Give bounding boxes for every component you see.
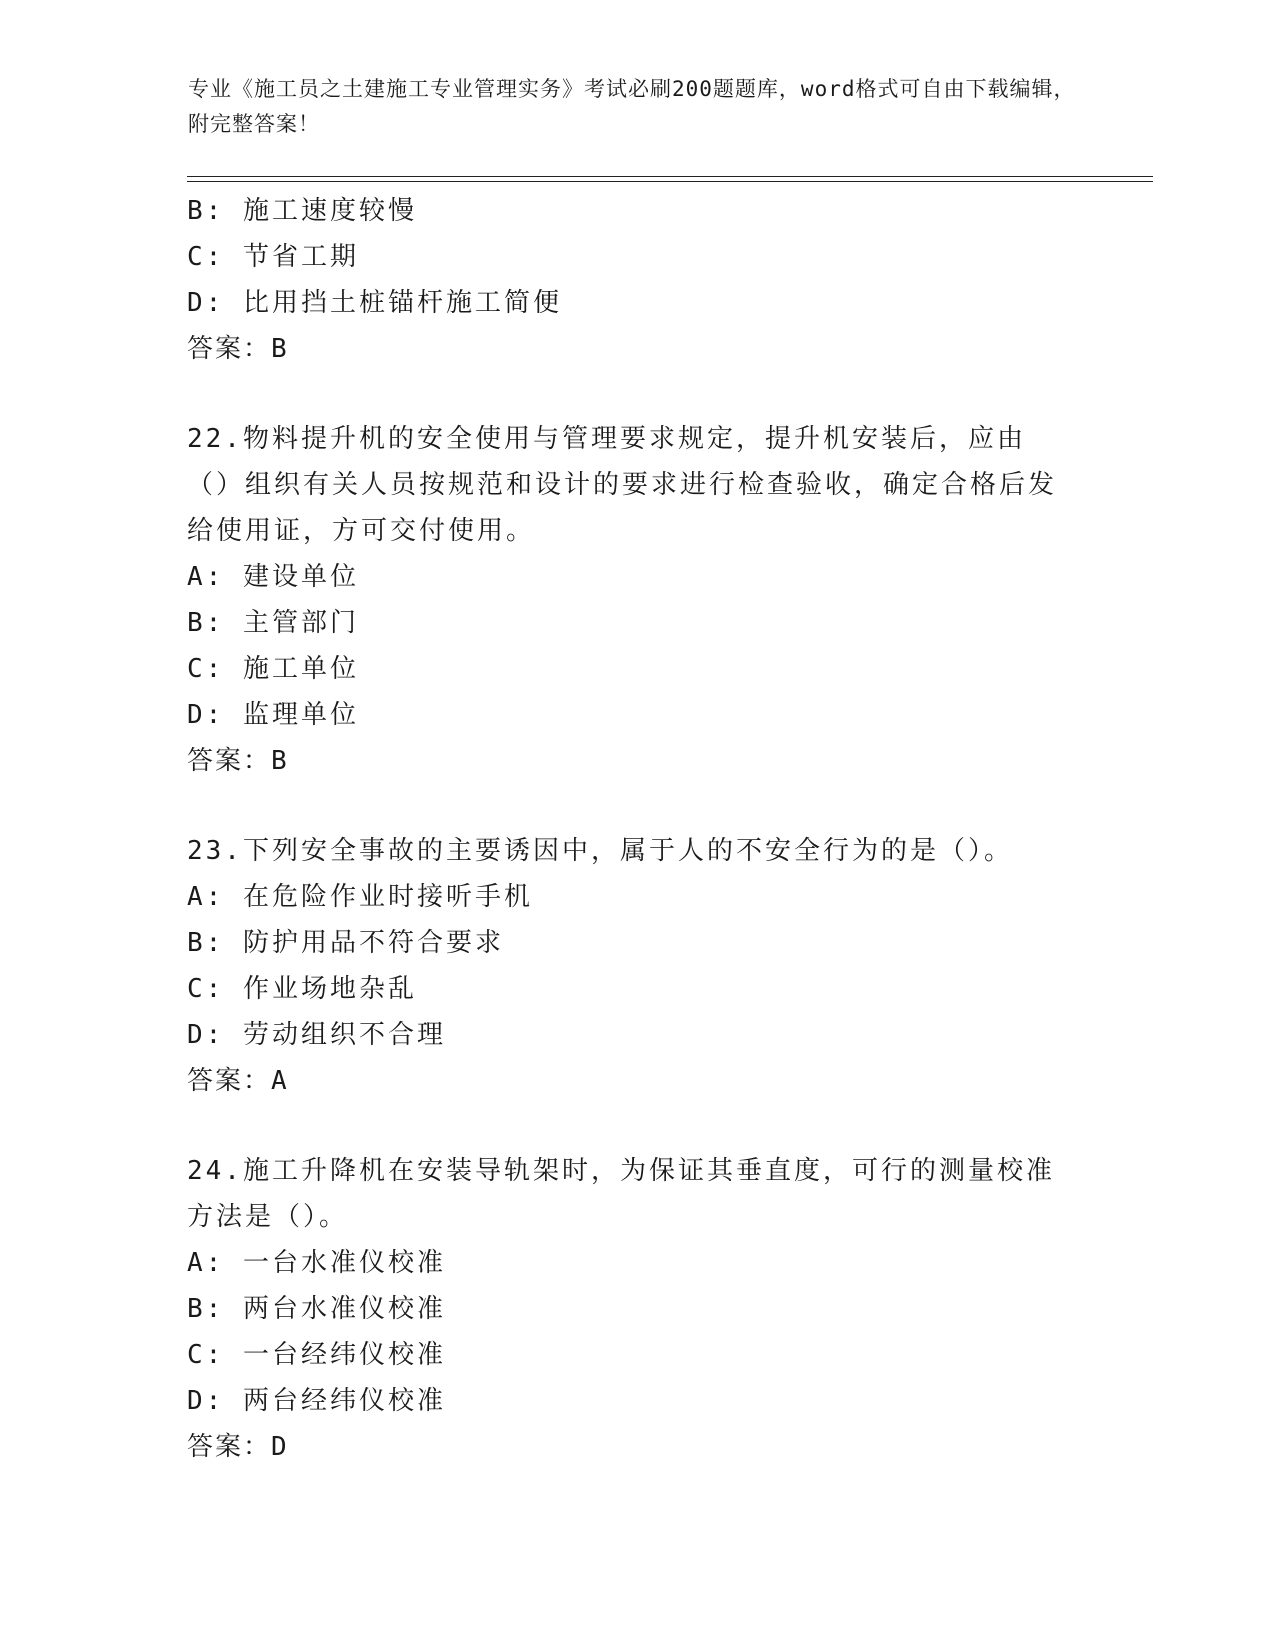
option-a: A: 建设单位 [187,562,359,592]
question-text: 22.物料提升机的安全使用与管理要求规定，提升机安装后，应由（）组织有关人员按规范和设计的要求进行检查验收，确定合格后发给使用证，方可交付使用。 [187,424,1058,546]
answer-value: D [271,1432,288,1462]
answer-line [187,1058,1087,1104]
option-b: B: 防护用品不符合要求 [187,928,504,958]
answer-value: B [271,746,288,776]
question-text: 24.施工升降机在安装导轨架时，为保证其垂直度，可行的测量校准方法是（）。 [187,1156,1055,1232]
option-c: C: 节省工期 [187,242,359,272]
answer-label: 答案： [187,1432,272,1462]
answer-line [187,1424,1087,1470]
question-24 [187,1148,1087,1470]
question-text: 23.下列安全事故的主要诱因中，属于人的不安全行为的是（）。 [187,836,1013,866]
question-22 [187,416,1087,784]
option-a: A: 一台水准仪校准 [187,1248,446,1278]
answer-value: A [271,1066,288,1096]
option-b: B: 施工速度较慢 [187,196,417,226]
option-d: D: 两台经纬仪校准 [187,1386,446,1416]
answer-label: 答案： [187,334,272,364]
answer-line [187,326,1087,372]
answer-label: 答案： [187,746,272,776]
header-rule-top [187,176,1153,177]
option-c: C: 一台经纬仪校准 [187,1340,446,1370]
option-d: D: 劳动组织不合理 [187,1020,446,1050]
question-fragment [187,188,1087,372]
header-rule-bottom [187,181,1153,182]
answer-line [187,738,1087,784]
option-b: B: 两台水准仪校准 [187,1294,446,1324]
option-d: D: 比用挡土桩锚杆施工简便 [187,288,562,318]
question-23 [187,828,1087,1104]
option-a: A: 在危险作业时接听手机 [187,882,533,912]
answer-label: 答案： [187,1066,272,1096]
answer-value: B [271,334,288,364]
document-header: 专业《施工员之土建施工专业管理实务》考试必刷200题题库，word格式可自由下载编辑，附完整答案！ [188,77,1076,136]
option-d: D: 监理单位 [187,700,359,730]
question-list [187,188,1087,1470]
option-b: B: 主管部门 [187,608,359,638]
option-c: C: 施工单位 [187,654,359,684]
option-c: C: 作业场地杂乱 [187,974,417,1004]
